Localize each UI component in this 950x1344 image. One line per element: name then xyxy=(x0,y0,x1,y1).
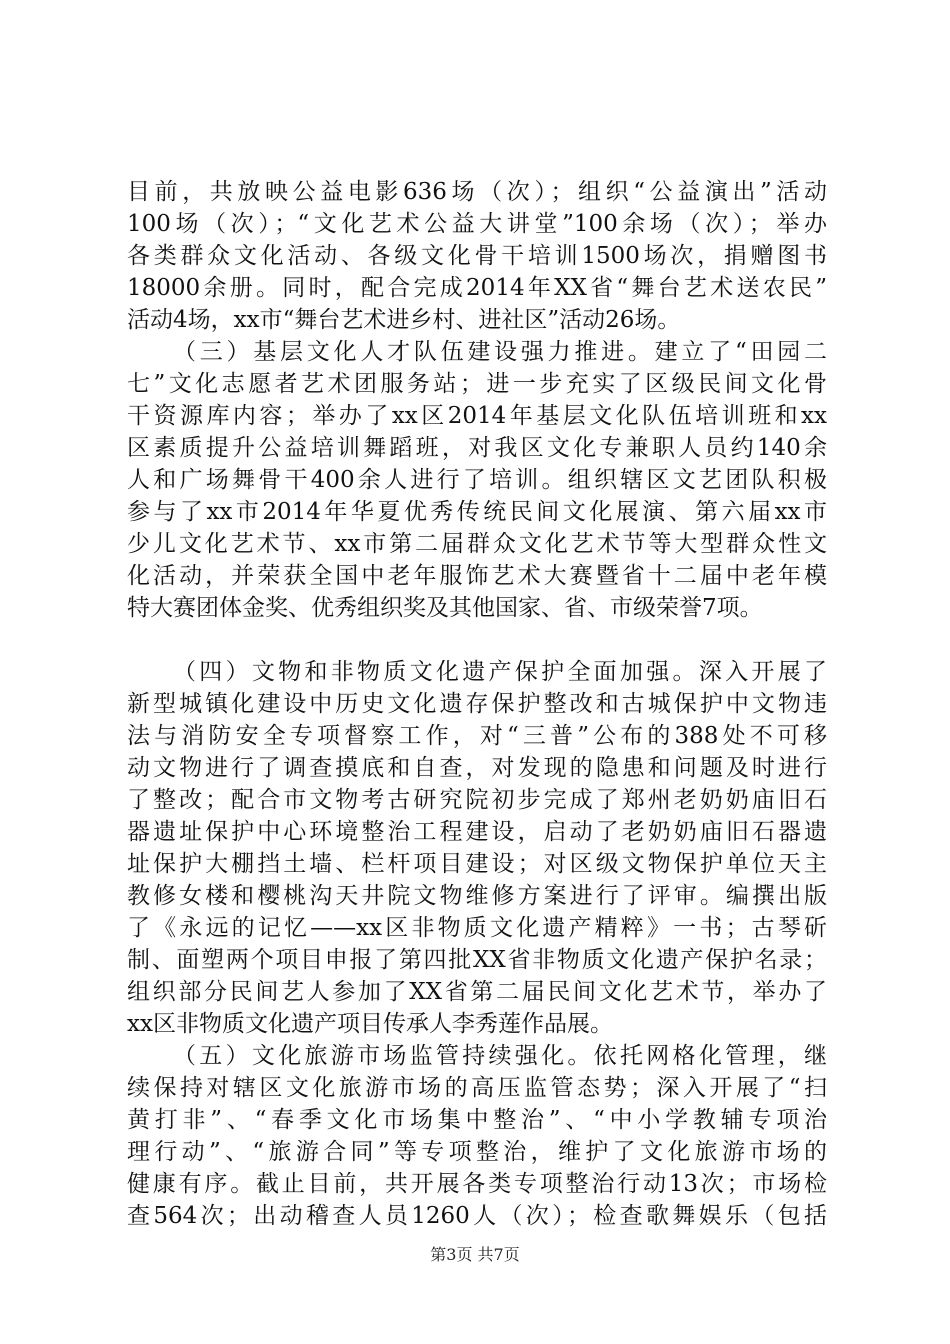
paragraph-line: 黄打非”、“春季文化市场集中整治”、“中小学教辅专项治 xyxy=(127,1107,827,1133)
paragraph-line: 理行动”、“旅游合同”等专项整治，维护了文化旅游市场的 xyxy=(127,1139,827,1165)
paragraph-line: 制、面塑两个项目申报了第四批XX省非物质文化遗产保护名录； xyxy=(127,947,827,973)
paragraph-line: 址保护大棚挡土墙、栏杆项目建设；对区级文物保护单位天主 xyxy=(127,851,827,877)
paragraph-line: （五）文化旅游市场监管持续强化。依托网格化管理，继 xyxy=(173,1043,827,1069)
paragraph-line: 人和广场舞骨干400余人进行了培训。组织辖区文艺团队积极 xyxy=(127,467,827,493)
paragraph-line: 查564次；出动稽查人员1260人（次）；检查歌舞娱乐（包括 xyxy=(127,1203,827,1229)
paragraph-line: 18000余册。同时，配合完成2014年XX省“舞台艺术送农民” xyxy=(127,275,827,301)
paragraph-line: 组织部分民间艺人参加了XX省第二届民间文化艺术节，举办了 xyxy=(127,979,827,1005)
paragraph-line: 新型城镇化建设中历史文化遗存保护整改和古城保护中文物违 xyxy=(127,691,827,717)
paragraph-line: 干资源库内容；举办了xx区2014年基层文化队伍培训班和xx xyxy=(127,403,827,429)
paragraph-line: 活动4场，xx市“舞台艺术进乡村、进社区”活动26场。 xyxy=(127,307,681,333)
paragraph-line: 区素质提升公益培训舞蹈班，对我区文化专兼职人员约140余 xyxy=(127,435,827,461)
page-number-footer: 第3页 共7页 xyxy=(430,1245,520,1264)
paragraph-line: （四）文物和非物质文化遗产保护全面加强。深入开展了 xyxy=(173,659,827,685)
paragraph-line: 少儿文化艺术节、xx市第二届群众文化艺术节等大型群众性文 xyxy=(127,531,827,557)
paragraph-line: （三）基层文化人才队伍建设强力推进。建立了“田园二 xyxy=(173,339,827,365)
paragraph-line: 100场（次）；“文化艺术公益大讲堂”100余场（次）；举办 xyxy=(127,211,827,237)
paragraph-line: 了整改；配合市文物考古研究院初步完成了郑州老奶奶庙旧石 xyxy=(127,787,827,813)
paragraph-line: 七”文化志愿者艺术团服务站；进一步充实了区级民间文化骨 xyxy=(127,371,827,397)
paragraph-line: 动文物进行了调查摸底和自查，对发现的隐患和问题及时进行 xyxy=(127,755,827,781)
paragraph-line: 目前，共放映公益电影636场（次）；组织“公益演出”活动 xyxy=(127,179,827,205)
paragraph-line: 参与了xx市2014年华夏优秀传统民间文化展演、第六届xx市 xyxy=(127,499,827,525)
paragraph-line: xx区非物质文化遗产项目传承人李秀莲作品展。 xyxy=(127,1011,613,1037)
paragraph-line: 了《永远的记忆——xx区非物质文化遗产精粹》一书；古琴斫 xyxy=(127,915,827,941)
paragraph-line: 特大赛团体金奖、优秀组织奖及其他国家、省、市级荣誉7项。 xyxy=(127,595,763,621)
paragraph-line: 化活动，并荣获全国中老年服饰艺术大赛暨省十二届中老年模 xyxy=(127,563,827,589)
paragraph-line: 健康有序。截止目前，共开展各类专项整治行动13次；市场检 xyxy=(127,1171,827,1197)
paragraph-line: 续保持对辖区文化旅游市场的高压监管态势；深入开展了“扫 xyxy=(127,1075,827,1101)
paragraph-line: 各类群众文化活动、各级文化骨干培训1500场次，捐赠图书 xyxy=(127,243,827,269)
paragraph-line: 法与消防安全专项督察工作，对“三普”公布的388处不可移 xyxy=(127,723,827,749)
paragraph-line: 教修女楼和樱桃沟天井院文物维修方案进行了评审。编撰出版 xyxy=(127,883,827,909)
paragraph-line: 器遗址保护中心环境整治工程建设，启动了老奶奶庙旧石器遗 xyxy=(127,819,827,845)
